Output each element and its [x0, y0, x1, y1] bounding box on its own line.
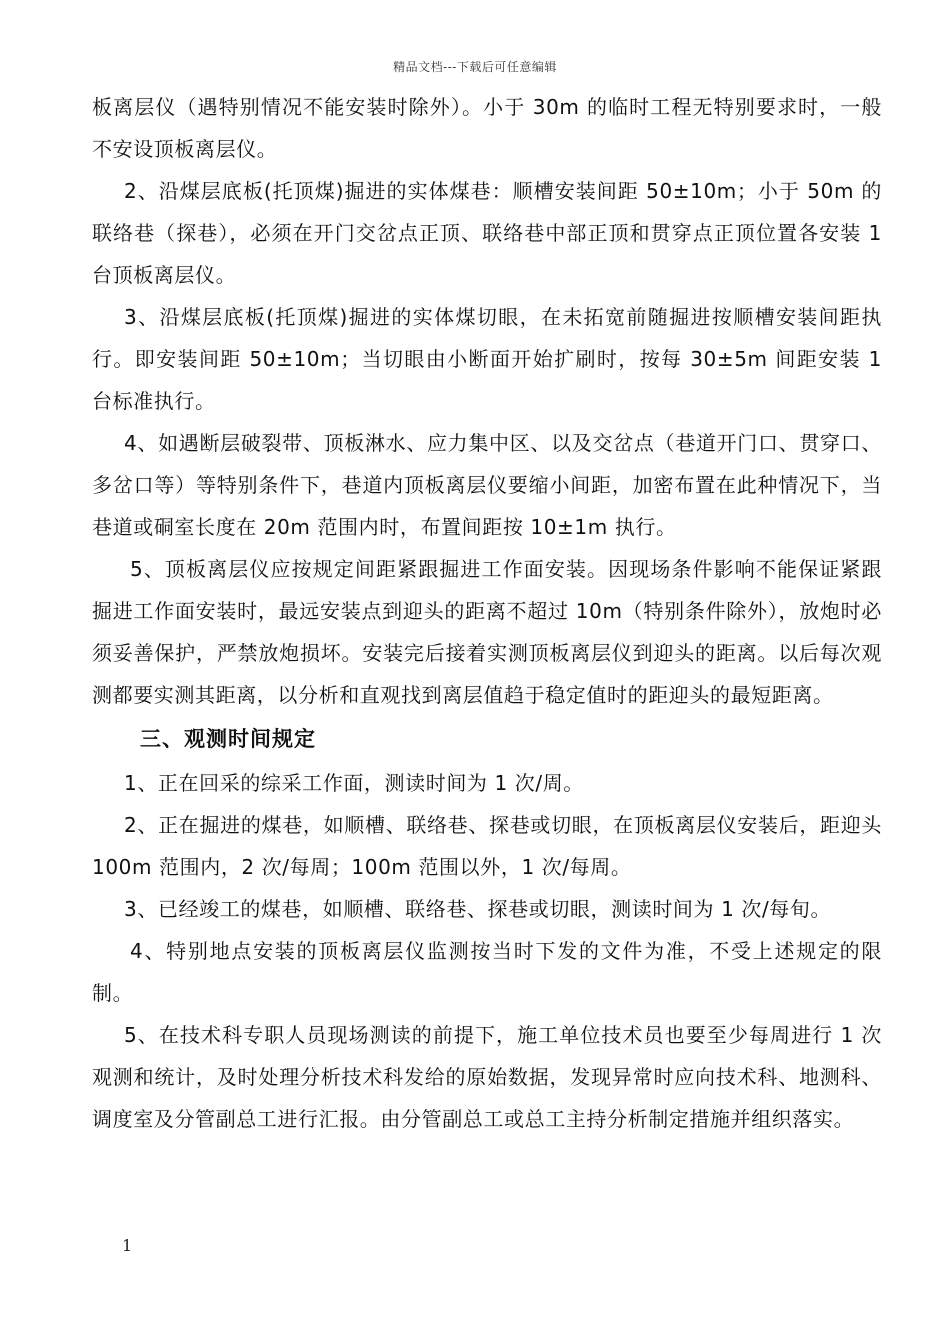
paragraph-item-5: 5、顶板离层仪应按规定间距紧跟掘进工作面安装。因现场条件影响不能保证紧跟掘进工作面安装时，最远安装点到迎头的距离不超过 10m（特别条件除外），放炮时必须妥善保护，严禁放炮损坏。安装完后接着实测顶板离层仪到迎头的距离。以后每次观测都要实测其距离，以分析和直观找到离层值趋于稳定值时的距迎头的最短距离。	[92, 557, 882, 707]
paragraph-item-4: 4、如遇断层破裂带、顶板淋水、应力集中区、以及交岔点（巷道开门口、贯穿口、多岔口等）等特别条件下，巷道内顶板离层仪要缩小间距，加密布置在此种情况下，当巷道或硐室长度在 20m 范围内时，布置间距按 10±1m 执行。	[92, 431, 882, 539]
section3-item-4: 4、特别地点安装的顶板离层仪监测按当时下发的文件为准，不受上述规定的限制。	[92, 939, 882, 1005]
paragraph-item-2: 2、沿煤层底板(托顶煤)掘进的实体煤巷：顺槽安装间距 50±10m；小于 50m 的联络巷（探巷），必须在开门交岔点正顶、联络巷中部正顶和贯穿点正顶位置各安装 1 台顶板离层仪。	[92, 179, 882, 287]
section3-item-3: 3、已经竣工的煤巷，如顺槽、联络巷、探巷或切眼，测读时间为 1 次/每旬。	[124, 897, 832, 921]
document-body	[92, 86, 882, 1140]
paragraph-item-3: 3、沿煤层底板(托顶煤)掘进的实体煤切眼，在未拓宽前随掘进按顺槽安装间距执行。即安装间距 50±10m；当切眼由小断面开始扩刷时，按每 30±5m 间距安装 1 台标准执行。	[92, 305, 882, 413]
paragraph-continuation: 板离层仪（遇特别情况不能安装时除外）。小于 30m 的临时工程无特别要求时，一般不安设顶板离层仪。	[92, 95, 882, 161]
section3-item-5: 5、在技术科专职人员现场测读的前提下，施工单位技术员也要至少每周进行 1 次观测和统计，及时处理分析技术科发给的原始数据，发现异常时应向技术科、地测科、调度室及分管副总工进行汇报。由分管副总工或总工主持分析制定措施并组织落实。	[92, 1023, 882, 1131]
section3-item-1: 1、正在回采的综采工作面，测读时间为 1 次/周。	[124, 771, 584, 795]
section3-item-2: 2、正在掘进的煤巷，如顺槽、联络巷、探巷或切眼，在顶板离层仪安装后，距迎头 100m 范围内，2 次/每周；100m 范围以外，1 次/每周。	[92, 813, 882, 879]
page-number: 1	[122, 1236, 133, 1255]
header-note: 精品文档---下载后可任意编辑	[393, 60, 557, 74]
section-heading-observation-time: 三、观测时间规定	[140, 727, 316, 751]
